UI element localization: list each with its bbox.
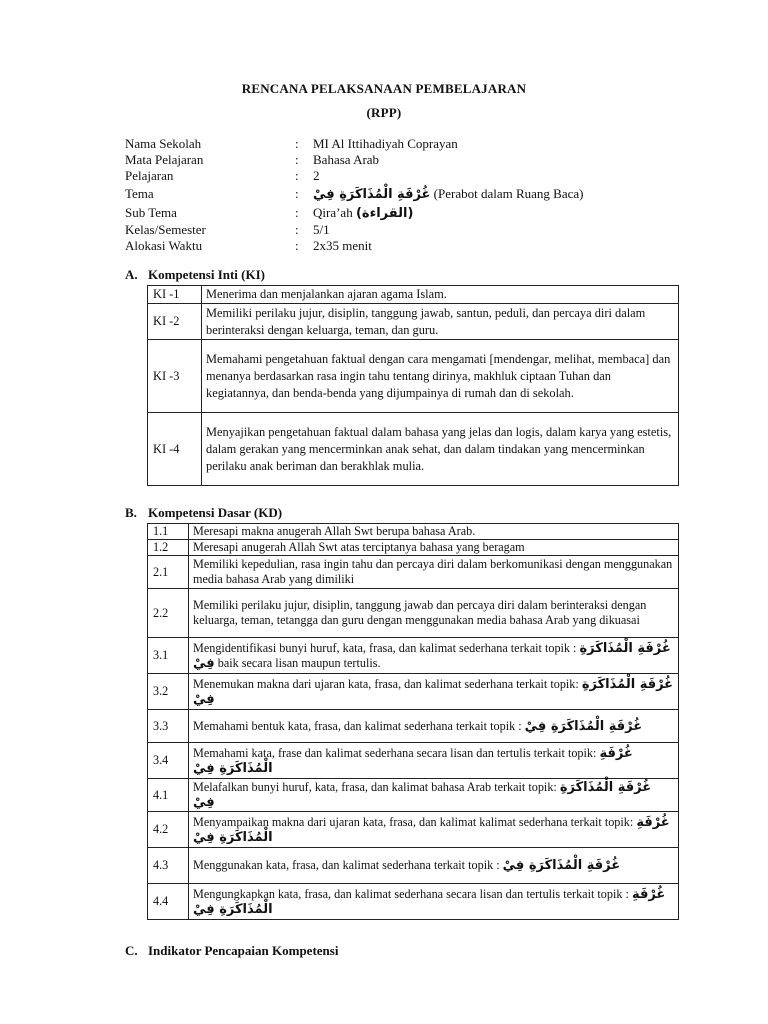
kd-code-cell: 2.1	[148, 556, 189, 589]
identity-label: Tema	[125, 186, 154, 201]
kd-text-cell	[189, 556, 679, 589]
ki-row	[148, 286, 679, 304]
section-letter: B.	[125, 505, 137, 520]
kd-text: Memiliki kepedulian, rasa ingin tahu dan percaya diri dalam berkomunikasi dengan menggunakan media bahasa Arab yang dimiliki	[193, 557, 673, 586]
kd-topic-arabic: غُرْفَةِ الْمُذَاكَرَةِ فِيْ	[193, 676, 674, 707]
ki-code-cell: KI -3	[148, 340, 202, 413]
identity-value: Bahasa Arab	[313, 152, 380, 167]
ki-text-cell: Menyajikan pengetahuan faktual dalam bahasa yang jelas dan logis, dalam karya yang estetis, dalam gerakan yang mencerminkan anak sehat, dan dalam tindakan yang mencerminkan perilaku anak beriman dan berakhlak mulia.	[202, 413, 679, 486]
kd-text-cell	[189, 848, 679, 884]
kd-text: Menemukan makna dari ujaran kata, frasa, dan kalimat sederhana terkait topik:	[193, 676, 579, 691]
kd-text-cell	[189, 884, 679, 920]
theme-translation: (Perabot dalam Ruang Baca)	[433, 185, 584, 201]
identity-colon: :	[295, 136, 299, 151]
kd-text: Menyampaikan makna dari ujaran kata, frasa, dan kalimat kalimat sederhana terkait topik:	[193, 814, 634, 829]
identity-colon: :	[295, 205, 299, 220]
kd-code-cell: 4.3	[148, 848, 189, 884]
ki-code-cell: KI -1	[148, 286, 202, 304]
identity-value: MI Al Ittihadiyah Coprayan	[313, 136, 458, 151]
kd-topic-arabic: غُرْفَةِ الْمُذَاكَرَةِ فِيْ	[193, 886, 666, 917]
identity-row-subtheme	[125, 204, 583, 222]
identity-colon: :	[295, 168, 299, 183]
identity-row-subject	[125, 152, 583, 168]
kd-code-cell: 3.1	[148, 638, 189, 674]
identity-row-time	[125, 238, 583, 254]
kd-row	[148, 524, 679, 540]
identity-row-theme	[125, 184, 583, 204]
identity-value	[313, 186, 583, 203]
ki-row	[148, 304, 679, 340]
kd-code-cell: 2.2	[148, 589, 189, 638]
ki-row	[148, 340, 679, 413]
section-letter: C.	[125, 943, 138, 958]
identity-label: Mata Pelajaran	[125, 152, 204, 167]
kd-text: Memahami bentuk kata, frasa, dan kalimat sederhana terkait topik :	[193, 718, 522, 733]
identity-label: Pelajaran	[125, 168, 174, 183]
section-b-heading	[125, 505, 282, 521]
kd-topic-arabic: غُرْفَةِ الْمُذَاكَرَةِ فِيْ	[524, 718, 643, 734]
identity-row-lesson	[125, 168, 583, 184]
kd-text: Meresapi makna anugerah Allah Swt berupa bahasa Arab.	[193, 524, 476, 538]
identity-colon: :	[295, 222, 299, 237]
section-a-heading	[125, 267, 265, 283]
identity-block	[125, 136, 583, 254]
section-letter: A.	[125, 267, 138, 282]
subtheme-value: Qira’ah	[313, 204, 353, 220]
kd-code-cell: 4.1	[148, 779, 189, 812]
kd-text-cell	[189, 779, 679, 812]
kd-topic-arabic: غُرْفَةِ الْمُذَاكَرَةِ فِيْ	[193, 814, 670, 845]
kd-topic-arabic: غُرْفَةِ الْمُذَاكَرَةِ فِيْ	[502, 858, 621, 873]
subtheme-arabic: (القراءة)	[355, 205, 414, 221]
kd-code-cell: 3.3	[148, 710, 189, 743]
identity-row-class	[125, 222, 583, 238]
identity-label: Alokasi Waktu	[125, 238, 203, 253]
kd-text: Mengidentifikasi bunyi huruf, kata, frasa, dan kalimat sederhana terkait topik :	[193, 640, 577, 655]
identity-colon: :	[295, 152, 299, 167]
ki-text-cell: Memahami pengetahuan faktual dengan cara mengamati [mendengar, melihat, membaca] dan menanya berdasarkan rasa ingin tahu tentang dirinya, makhluk ciptaan Tuhan dan kegiatannya, dan benda-benda yang dijumpainya di rumah dan di sekolah.	[202, 340, 679, 413]
identity-label: Kelas/Semester	[125, 222, 206, 237]
kd-text-cell	[189, 674, 679, 710]
kd-row	[148, 884, 679, 920]
section-c-heading	[125, 943, 338, 959]
kd-row	[148, 848, 679, 884]
kd-text-cell	[189, 589, 679, 638]
kd-text: Meresapi anugerah Allah Swt atas terciptanya bahasa yang beragam	[193, 540, 525, 554]
kd-code-cell: 1.2	[148, 540, 189, 556]
section-title: Kompetensi Dasar (KD)	[148, 505, 283, 520]
section-title: Indikator Pencapaian Kompetensi	[148, 943, 339, 958]
identity-value: 2x35 menit	[313, 238, 372, 253]
kd-row	[148, 556, 679, 589]
kd-text: Melafalkan bunyi huruf, kata, frasa, dan kalimat bahasa Arab terkait topik:	[193, 780, 557, 794]
identity-row-school	[125, 136, 583, 152]
identity-label: Nama Sekolah	[125, 136, 202, 151]
ki-text-cell: Memiliki perilaku jujur, disiplin, tanggung jawab, santun, peduli, dan percaya diri dalam berinteraksi dengan keluarga, teman, dan guru.	[202, 304, 679, 340]
theme-arabic: غُرْفَةِ الْمُذَاكَرَةِ فِيْ	[313, 186, 431, 202]
kd-text: Memahami kata, frase dan kalimat sederhana secara lisan dan tertulis terkait topik:	[193, 745, 597, 760]
identity-value	[313, 205, 413, 222]
kd-code-cell: 4.2	[148, 812, 189, 848]
kd-text-cell	[189, 710, 679, 743]
kd-row	[148, 589, 679, 638]
kd-row	[148, 540, 679, 556]
kd-row	[148, 710, 679, 743]
kd-code-cell: 3.4	[148, 743, 189, 779]
kd-row	[148, 674, 679, 710]
kd-text-cell	[189, 540, 679, 556]
kd-topic-arabic: غُرْفَةِ الْمُذَاكَرَةِ فِيْ	[193, 780, 652, 810]
ki-text-cell: Menerima dan menjalankan ajaran agama Islam.	[202, 286, 679, 304]
kd-text: Menggunakan kata, frasa, dan kalimat sederhana terkait topik :	[193, 858, 500, 872]
ki-code-cell: KI -4	[148, 413, 202, 486]
document-subtitle: (RPP)	[366, 105, 402, 120]
kd-code-cell: 1.1	[148, 524, 189, 540]
kd-row	[148, 743, 679, 779]
identity-colon: :	[295, 238, 299, 253]
kd-code-cell: 4.4	[148, 884, 189, 920]
kd-row	[148, 812, 679, 848]
ki-table	[147, 285, 679, 486]
identity-value: 2	[313, 168, 320, 183]
identity-value: 5/1	[313, 222, 330, 237]
kd-text-cell	[189, 638, 679, 674]
kd-text-cell	[189, 812, 679, 848]
kd-table	[147, 523, 679, 920]
ki-row	[148, 413, 679, 486]
ki-code-cell: KI -2	[148, 304, 202, 340]
kd-row	[148, 638, 679, 674]
kd-row	[148, 779, 679, 812]
kd-text-cell	[189, 743, 679, 779]
kd-topic-arabic: غُرْفَةِ الْمُذَاكَرَةِ فِيْ	[193, 745, 633, 776]
kd-code-cell: 3.2	[148, 674, 189, 710]
kd-text-after: baik secara lisan maupun tertulis.	[217, 655, 381, 670]
section-title: Kompetensi Inti (KI)	[148, 267, 265, 282]
kd-topic-arabic: غُرْفَةِ الْمُذَاكَرَةِ فِيْ	[193, 640, 671, 671]
identity-label: Sub Tema	[125, 205, 177, 220]
kd-text: Mengungkapkan kata, frasa, dan kalimat sederhana secara lisan dan tertulis terkait topik :	[193, 886, 629, 901]
kd-text: Memiliki perilaku jujur, disiplin, tanggung jawab dan percaya diri dalam berinteraksi dengan keluarga, teman, tetangga dan guru dengan menggunakan media bahasa Arab yang dikuasai	[193, 598, 647, 627]
identity-colon: :	[295, 186, 299, 201]
document-title: RENCANA PELAKSANAAN PEMBELAJARAN	[241, 81, 527, 96]
kd-text-cell	[189, 524, 679, 540]
